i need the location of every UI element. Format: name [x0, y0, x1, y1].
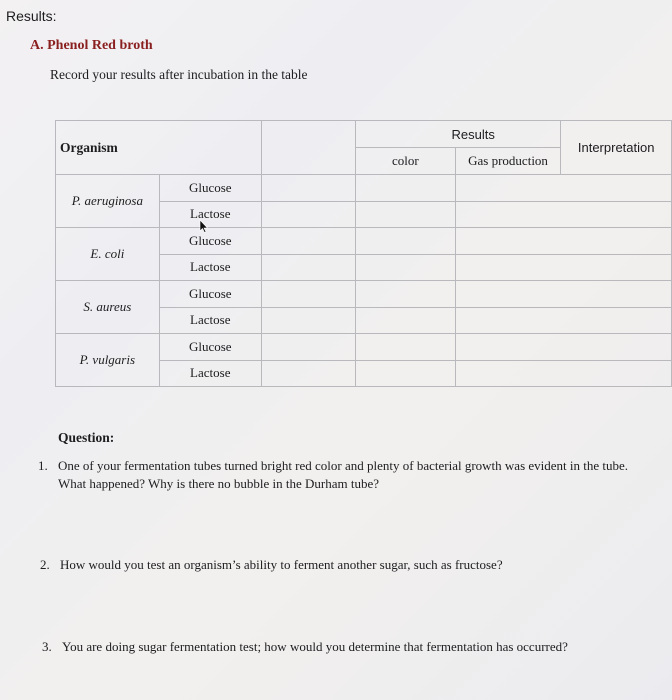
header-blank — [261, 121, 355, 175]
color-cell[interactable] — [261, 201, 355, 228]
question-text: How would you test an organism’s ability to ferment another sugar, such as fructose? — [60, 557, 503, 572]
sugar-cell: Lactose — [159, 360, 261, 387]
gas-cell[interactable] — [356, 360, 456, 387]
question-text: One of your fermentation tubes turned bright red color and plenty of bacterial growth was evident in the tube. What happened? Why is there no bubble in the Durham tube? — [58, 458, 629, 491]
sugar-cell: Glucose — [159, 281, 261, 308]
mouse-pointer-icon — [199, 219, 209, 233]
results-label: Results: — [6, 8, 57, 24]
sugar-cell: Glucose — [159, 175, 261, 202]
interpretation-cell[interactable] — [455, 281, 671, 308]
question-number: 2. — [40, 557, 50, 572]
organism-cell: P. aeruginosa — [56, 175, 160, 228]
interpretation-cell[interactable] — [455, 360, 671, 387]
sugar-cell: Glucose — [159, 334, 261, 361]
color-cell[interactable] — [261, 281, 355, 308]
color-cell[interactable] — [261, 228, 355, 255]
organism-cell: E. coli — [56, 228, 160, 281]
table-row — [56, 281, 672, 308]
table-header-row — [56, 121, 672, 148]
header-results: Results — [356, 121, 561, 148]
gas-cell[interactable] — [356, 334, 456, 361]
organism-cell: S. aureus — [56, 281, 160, 334]
color-cell[interactable] — [261, 307, 355, 334]
instruction-text: Record your results after incubation in the table — [50, 67, 308, 82]
gas-cell[interactable] — [356, 254, 456, 281]
table-row — [56, 334, 672, 361]
color-cell[interactable] — [261, 334, 355, 361]
section-title: A. Phenol Red broth — [30, 38, 153, 53]
sugar-cell: Glucose — [159, 228, 261, 255]
results-table — [55, 120, 672, 387]
interpretation-cell[interactable] — [455, 175, 671, 202]
interpretation-cell[interactable] — [455, 334, 671, 361]
header-color: color — [356, 148, 456, 175]
question-heading: Question: — [58, 430, 115, 445]
gas-cell[interactable] — [356, 175, 456, 202]
sugar-cell: Lactose — [159, 254, 261, 281]
sugar-cell: Lactose — [159, 307, 261, 334]
color-cell[interactable] — [261, 360, 355, 387]
sugar-cell: Lactose — [159, 201, 261, 228]
header-interpretation: Interpretation — [561, 121, 672, 175]
question-number: 1. — [38, 458, 48, 473]
header-organism: Organism — [56, 121, 262, 175]
question-number: 3. — [42, 639, 52, 654]
question-item — [40, 556, 650, 574]
organism-cell: P. vulgaris — [56, 334, 160, 387]
gas-cell[interactable] — [356, 228, 456, 255]
color-cell[interactable] — [261, 254, 355, 281]
interpretation-cell[interactable] — [455, 228, 671, 255]
question-item — [42, 638, 652, 656]
table-row — [56, 228, 672, 255]
color-cell[interactable] — [261, 175, 355, 202]
gas-cell[interactable] — [356, 307, 456, 334]
interpretation-cell[interactable] — [455, 201, 671, 228]
gas-cell[interactable] — [356, 281, 456, 308]
question-text: You are doing sugar fermentation test; how would you determine that fermentation has occurred? — [62, 639, 568, 654]
table-row — [56, 175, 672, 202]
gas-cell[interactable] — [356, 201, 456, 228]
interpretation-cell[interactable] — [455, 254, 671, 281]
question-item — [38, 457, 648, 493]
header-gas-production: Gas production — [455, 148, 561, 175]
interpretation-cell[interactable] — [455, 307, 671, 334]
